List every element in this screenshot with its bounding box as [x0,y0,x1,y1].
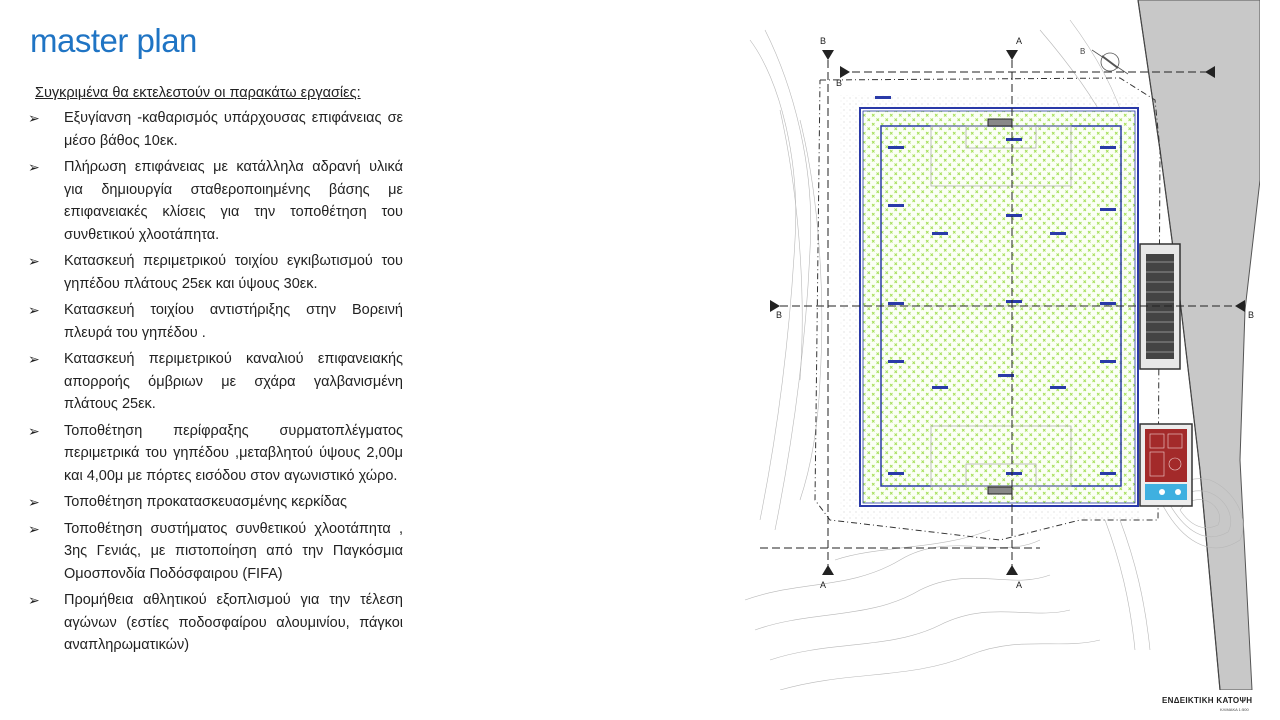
task-text: Τοποθέτηση περίφραξης συρματοπλέγματος περιμετρικά του γηπέδου ,μεταβλητού ύψους 2,00μ και 4,00μ με πόρτες εισόδου στον αγωνιστικό χώρο. [64,422,403,484]
task-text: Πλήρωση επιφάνειας με κατάλληλα αδρανή υλικά για δημιουργία σταθεροποιημένης βάσης με επιφανειακές κλίσεις για την τοποθέτηση του συνθετικού χλοοτάπητα. [64,159,403,243]
svg-text:Α: Α [820,580,827,590]
svg-text:Α: Α [1016,580,1023,590]
task-item [28,518,403,586]
page-title: master plan [30,22,197,59]
svg-text:Β: Β [820,36,827,46]
task-text: Τοποθέτηση συστήματος συνθετικού χλοοτάπητα , 3ης Γενιάς, με πιστοποίηση από την Παγκόσμια Ομοσπονδία Ποδόσφαιρου (FIFA) [64,520,403,582]
task-item [28,589,403,657]
task-item [28,420,403,488]
task-item [28,250,403,295]
svg-text:Α: Α [1016,36,1023,46]
task-text: Κατασκευή τοιχίου αντιστήριξης στην Βορεινή πλευρά του γηπέδου . [64,302,403,341]
svg-text:Β: Β [836,78,843,88]
svg-text:Β: Β [776,310,783,320]
task-item [28,491,403,514]
arrow-bullet-icon: ➢ [28,302,40,318]
svg-text:Β: Β [1080,47,1086,56]
arrow-bullet-icon: ➢ [28,494,40,510]
task-item [28,107,403,152]
north-arrow-icon [1092,50,1128,74]
svg-text:Β: Β [1248,310,1255,320]
task-text: Τοποθέτηση προκατασκευασμένης κερκίδας [64,494,347,510]
task-text: Προμήθεια αθλητικού εξοπλισμού για την τέλεση αγώνων (εστίες ποδοσφαίρου αλουμινίου, πάγκοι αναπληρωματικών) [64,592,403,653]
arrow-bullet-icon: ➢ [28,159,40,175]
goal-south [988,487,1012,494]
arrow-bullet-icon: ➢ [28,110,40,126]
task-text: Κατασκευή περιμετρικού καναλιού επιφανειακής απορροής όμβριων με σχάρα γαλβανισμένη πλάτους 25εκ. [64,351,403,412]
goal-north [988,119,1012,126]
arrow-bullet-icon: ➢ [28,422,40,439]
arrow-bullet-icon: ➢ [28,520,40,537]
task-list [28,107,403,661]
plan-caption: ΕΝΔΕΙΚΤΙΚΗ ΚΑΤΟΨΗ [1162,696,1253,705]
plan-scale: ΚΛΙΜΑΚΑ 1:500 [1220,707,1249,712]
site-plan-drawing [740,0,1260,690]
arrow-bullet-icon: ➢ [28,592,40,608]
task-item [28,348,403,416]
arrow-bullet-icon: ➢ [28,351,40,367]
task-text: Εξυγίανση -καθαρισμός υπάρχουσας επιφάνειας σε μέσο βάθος 10εκ. [64,110,403,149]
task-item [28,156,403,246]
task-text: Κατασκευή περιμετρικού τοιχίου εγκιβωτισμού του γηπέδου πλάτους 25εκ και ύψους 30εκ. [64,253,403,292]
task-item [28,299,403,344]
intro-text: Συγκριμένα θα εκτελεστούν οι παρακάτω εργασίες: [35,85,361,101]
arrow-bullet-icon: ➢ [28,253,40,269]
